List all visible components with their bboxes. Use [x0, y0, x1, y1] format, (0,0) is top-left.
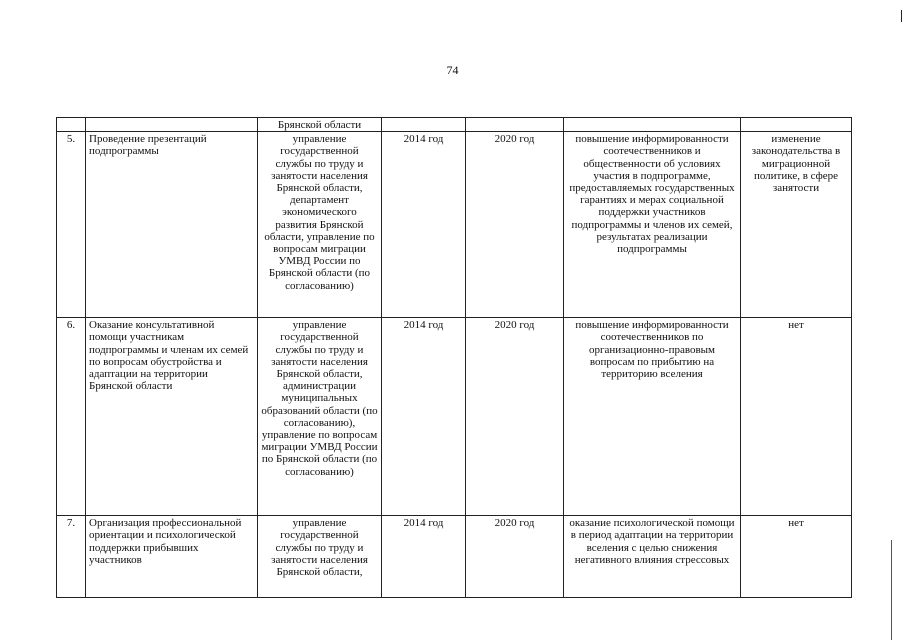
table-row-continuation: [57, 118, 852, 132]
cell-end: 2020 год: [466, 318, 564, 516]
cell-start: [382, 118, 466, 132]
cell-result: [564, 118, 741, 132]
cell-effect: нет: [741, 318, 852, 516]
cell-num: 6.: [57, 318, 86, 516]
page-number: 74: [446, 63, 459, 77]
cell-activity: Оказание консультативной помощи участникам подпрограммы и членам их семей по вопросам обустройства и адаптации на территории Брянской области: [86, 318, 258, 516]
table-row: [57, 516, 852, 598]
cell-responsible: управление государственной службы по труду и занятости населения Брянской области,: [258, 516, 382, 598]
cell-start: 2014 год: [382, 516, 466, 598]
cell-responsible: управление государственной службы по труду и занятости населения Брянской области, администрации муниципальных образований области (по согласованию), управление по вопросам миграции УМВД России по Брянской области (по согласованию): [258, 318, 382, 516]
cell-num: 7.: [57, 516, 86, 598]
margin-mark: [901, 10, 902, 22]
table-row: [57, 132, 852, 318]
cell-responsible: управление государственной службы по труду и занятости населения Брянской области, департамент экономического развития Брянской области, управление по вопросам миграции УМВД России по Брянской области (по согласованию): [258, 132, 382, 318]
cell-result: повышение информированности соотечественников и общественности об условиях участия в подпрограмме, предоставляемых государственных гарантиях и мерах социальной поддержки участников подпрограммы и членов их семей, результатах реализации подпрограммы: [564, 132, 741, 318]
cell-responsible: Брянской области: [258, 118, 382, 132]
page-edge-line: [891, 540, 892, 640]
cell-start: 2014 год: [382, 132, 466, 318]
cell-end: 2020 год: [466, 516, 564, 598]
cell-num: 5.: [57, 132, 86, 318]
cell-result: повышение информированности соотечественников по организационно-правовым вопросам по прибытию на территорию вселения: [564, 318, 741, 516]
cell-end: 2020 год: [466, 132, 564, 318]
cell-end: [466, 118, 564, 132]
program-measures-table: [56, 117, 852, 598]
cell-effect: нет: [741, 516, 852, 598]
cell-effect: [741, 118, 852, 132]
table-row: [57, 318, 852, 516]
cell-activity: [86, 118, 258, 132]
cell-result: оказание психологической помощи в период адаптации на территории вселения с целью снижения негативного влияния стрессовых: [564, 516, 741, 598]
cell-activity: Проведение презентаций подпрограммы: [86, 132, 258, 318]
cell-effect: изменение законодательства в миграционной политике, в сфере занятости: [741, 132, 852, 318]
cell-activity: Организация профессиональной ориентации и психологической поддержки прибывших участников: [86, 516, 258, 598]
cell-start: 2014 год: [382, 318, 466, 516]
cell-num: [57, 118, 86, 132]
